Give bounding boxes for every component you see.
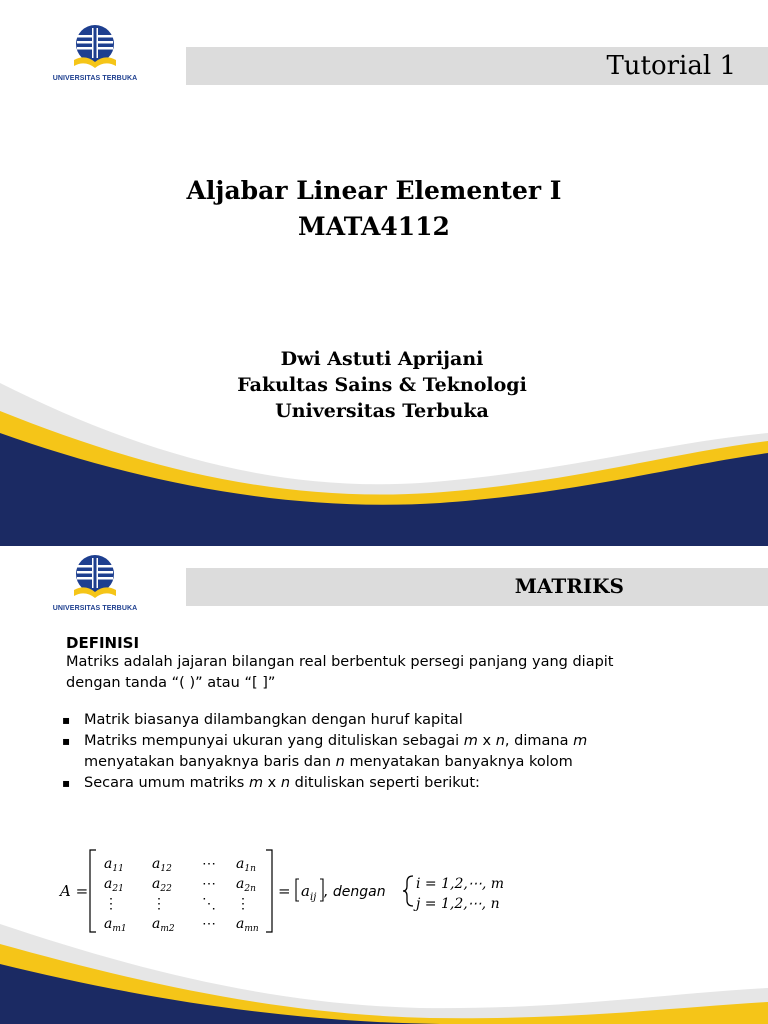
condition-i: i = 1,2,⋯, m xyxy=(416,876,504,892)
matrix-cell: ⋮ xyxy=(152,896,166,912)
bullet-text: menyatakan banyaknya kolom xyxy=(344,754,573,770)
matrix-cell: $a_{11}$ xyxy=(104,856,124,874)
bullet-text: Secara umum matriks xyxy=(84,775,249,791)
aij-symbol: a xyxy=(301,882,310,900)
logo-text: UNIVERSITAS TERBUKA xyxy=(52,75,138,82)
right-bracket xyxy=(266,850,272,932)
matrix-cell: ⋯ xyxy=(202,876,216,892)
bullet-text: dituliskan seperti berikut: xyxy=(290,775,480,791)
slide-heading: MATRIKS xyxy=(514,574,624,598)
list-item xyxy=(66,731,746,773)
bullet-list xyxy=(66,710,746,794)
matrix-formula-svg xyxy=(60,846,530,936)
list-item xyxy=(66,773,746,794)
matrix-cell: $a_{m2}$ xyxy=(152,916,175,934)
bullet-text: Matrik biasanya dilambangkan dengan huruf kapital xyxy=(84,712,463,728)
university-logo xyxy=(50,550,140,622)
dengan-text: , dengan xyxy=(324,884,386,900)
bullet-text: Matriks mempunyai ukuran yang dituliskan sebagai xyxy=(84,733,464,749)
universitas-terbuka-logo-icon xyxy=(50,550,140,608)
equals-sign: = xyxy=(278,882,291,900)
list-item xyxy=(66,710,746,731)
matriks-slide xyxy=(0,546,768,1024)
author-name: Dwi Astuti Aprijani xyxy=(280,348,484,370)
bullet-text: x xyxy=(263,775,281,791)
faculty-name: Fakultas Sains & Teknologi xyxy=(237,374,527,396)
definition-line-2: dengan tanda “( )” atau “[ ]” xyxy=(66,675,276,691)
matrix-cell: $a_{2n}$ xyxy=(236,876,256,894)
matrix-cells xyxy=(104,856,259,934)
curly-brace xyxy=(403,876,413,906)
var-n: n xyxy=(280,775,291,791)
heading-bar xyxy=(186,568,768,606)
bullet-text: menyatakan banyaknya baris dan xyxy=(84,754,336,770)
condition-j: j = 1,2,⋯, n xyxy=(416,896,500,912)
matrix-cell: ⋯ xyxy=(202,916,216,932)
definition-line-1: Matriks adalah jajaran bilangan real berbentuk persegi panjang yang diapit xyxy=(66,654,614,670)
matrix-cell: ⋮ xyxy=(236,896,250,912)
aij-left-bracket xyxy=(296,879,299,901)
university-name: Universitas Terbuka xyxy=(275,400,489,422)
matrix-cell: ⋱ xyxy=(202,896,216,912)
aij-right-bracket xyxy=(320,879,323,901)
matrix-cell: ⋯ xyxy=(202,856,216,872)
var-m: m xyxy=(463,733,478,749)
bullet-text: x xyxy=(477,733,496,749)
matrix-cell: $a_{22}$ xyxy=(152,876,172,894)
matrix-cell: $a_{21}$ xyxy=(104,876,124,894)
definition-section xyxy=(66,634,746,794)
tutorial-label: Tutorial 1 xyxy=(606,51,736,81)
formula-lhs: A = xyxy=(60,882,89,900)
decorative-wave xyxy=(0,383,768,543)
left-bracket xyxy=(90,850,96,932)
var-n: n xyxy=(495,733,505,749)
definition-heading: DEFINISI xyxy=(66,634,140,652)
matrix-cell: ⋮ xyxy=(104,896,118,912)
matrix-cell: $a_{1n}$ xyxy=(236,856,256,874)
course-code: MATA4112 xyxy=(298,212,450,241)
aij-subscript: ij xyxy=(310,892,317,903)
tutorial-bar xyxy=(186,47,768,85)
decorative-wave xyxy=(0,924,768,1024)
matrix-cell: $a_{12}$ xyxy=(152,856,172,874)
var-m: m xyxy=(573,733,588,749)
logo-text: UNIVERSITAS TERBUKA xyxy=(52,605,138,612)
matrix-formula xyxy=(60,846,530,936)
university-logo xyxy=(50,20,140,92)
var-n: n xyxy=(335,754,345,770)
var-m: m xyxy=(248,775,264,791)
matrix-cell: $a_{m1}$ xyxy=(104,916,127,934)
universitas-terbuka-logo-icon xyxy=(50,20,140,78)
bullet-text: , dimana xyxy=(504,733,574,749)
course-title: Aljabar Linear Elementer I xyxy=(186,176,562,205)
matrix-cell: $a_{mn}$ xyxy=(236,916,259,934)
